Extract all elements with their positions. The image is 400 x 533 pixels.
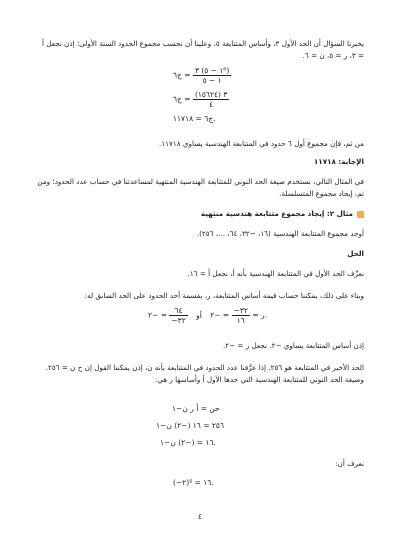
question-paragraph: أوجد مجموع المتتابعة الهندسية (١٦، −٣٢، ٦٤، ...، ٢٥٦). — [196, 229, 364, 238]
conclusion-paragraph: من ثم، فإن مجموع أول ٦ حدود في المتتابعة الهندسية يساوي ١١٧١٨. — [159, 139, 364, 148]
fraction-denominator: ١٦ — [236, 316, 245, 325]
equation-end: = −٢. — [148, 310, 268, 320]
fraction — [193, 66, 231, 85]
heading-marker-icon — [357, 211, 364, 218]
example-title: مثال ٢: إيجاد مجموع متتابعة هندسية منتهية — [200, 209, 353, 218]
equation-nth-term-simplified: ١٦ = (−٢) ن−١. — [160, 438, 216, 447]
fraction-denominator: ١ − ٥ — [202, 76, 222, 85]
equation-lhs: ج٦ = — [173, 94, 193, 104]
fraction-numerator: −٣٢ — [233, 306, 248, 315]
equation-power: (−٢)⁴ = ١٦. — [173, 478, 214, 487]
equation-ratio — [148, 306, 267, 325]
equation-middle: = −٢ — [207, 310, 230, 320]
solution-heading: الحل — [347, 249, 364, 258]
fraction-numerator: ٣ (١٥٦٢٤) — [194, 90, 228, 99]
intro-paragraph: يخبرنا السؤال أن الحد الأول ٣، وأساس المتتابعة ٥، وعلينا أن نحسب مجموع الحدود الستة الأولى؛ إذن نجعل أ = ٣، ر = ٥، ن = ٦. — [42, 39, 364, 60]
equation-or: أو — [196, 310, 202, 320]
ratio-paragraph: وبناء على ذلك، يمكننا حساب قيمة أساس المتتابعة، ر، بقسمة أحد الحدود على الحد السابق له: — [84, 291, 364, 300]
fraction — [232, 306, 250, 325]
equation-sum-substituted — [173, 90, 229, 109]
fraction — [193, 90, 229, 109]
fraction — [169, 306, 187, 325]
ratio-conclusion-paragraph: إذن أساس المتتابعة يساوي −٢. نجعل ر = −٢. — [222, 341, 364, 350]
equation-sum-result: ج٦ = ١١٧١٨. — [173, 114, 216, 123]
equation-nth-term: حن = أ ر ن−١ — [172, 404, 220, 413]
fraction-denominator: ٤ — [209, 100, 214, 109]
answer-line: الإجابة: ١١٧١٨ — [313, 157, 364, 166]
page-number: ٤ — [197, 512, 203, 521]
equation-sum-formula — [173, 66, 231, 85]
fraction-numerator: ٦٤ — [169, 306, 187, 316]
example-heading — [34, 208, 364, 220]
fraction-numerator: ٣ (١ − ٥⁶) — [194, 66, 230, 75]
transition-paragraph: في المثال التالي، نستخدم صيغة الحد النوني للمتتابعة الهندسية المنتهية لمساعدتنا في حساب عدد الحدود؛ ومن ثم، إيجاد مجموع المتسلسلة. — [37, 177, 364, 198]
equation-lhs: ج٦ = — [173, 70, 193, 80]
first-term-paragraph: نعرِّف الحد الأول في المتتابعة الهندسية بأنه أ، نجعل أ = ١٦. — [187, 269, 364, 278]
fraction-denominator: −٣٢ — [171, 316, 186, 325]
known-fact-paragraph: نعرف أن: — [335, 459, 364, 468]
equation-nth-term-substituted: ٢٥٦ = ١٦ (−٢) ن−١ — [156, 421, 224, 430]
equation-lhs: ر = — [249, 310, 265, 320]
last-term-paragraph: الحد الأخير في المتتابعة هو ٢٥٦. إذا عرَّفنا عدد الحدود في المتتابعة بأنه ن، إذن يمكننا القول إن ح ن = ٢٥٦. وصيغة الحد النوني للمتتابعة الهندسية التي حدها الأول أ وأساسها ر هي: — [45, 363, 364, 384]
